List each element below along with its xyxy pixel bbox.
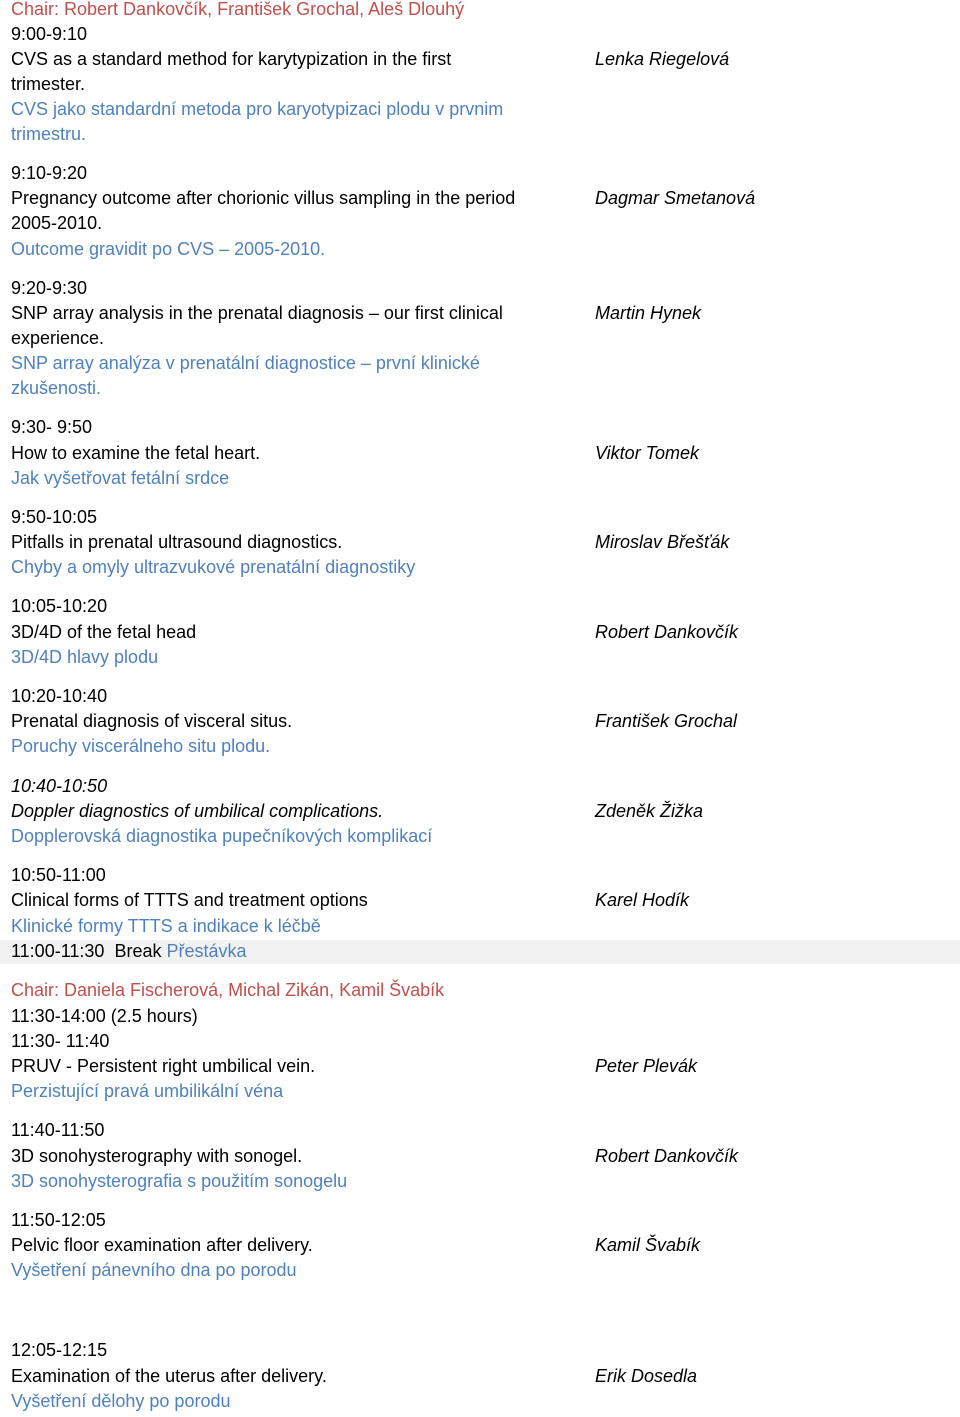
talk-time: 11:30- 11:40 [11, 1031, 110, 1051]
talk-title-cz: CVS jako standardní metoda pro karyotypizaci plodu v prvnim [11, 99, 504, 119]
break-time: 11:00-11:30 [11, 941, 105, 961]
talk-title-en: SNP array analysis in the prenatal diagnosis – our first clinical [11, 303, 503, 323]
talk-title-en: Pregnancy outcome after chorionic villus sampling in the period [11, 188, 516, 208]
break-label-cz: Přestávka [166, 941, 247, 961]
talk-time: 10:20-10:40 [11, 686, 108, 706]
talk-speaker: Erik Dosedla [595, 1366, 698, 1386]
talk-title-en: trimester. [11, 74, 86, 94]
talk-speaker: Miroslav Břešťák [595, 532, 730, 552]
talk-time: 11:50-12:05 [11, 1210, 106, 1230]
talk-time: 9:30- 9:50 [11, 417, 93, 437]
break-row [11, 939, 247, 964]
talk-title-en: Pelvic floor examination after delivery. [11, 1235, 313, 1255]
break-label-en: Break [114, 941, 162, 961]
talk-speaker: Zdeněk Žižka [595, 801, 704, 821]
talk-title-cz: Perzistující pravá umbilikální véna [11, 1081, 284, 1101]
talk-time: 9:10-9:20 [11, 163, 88, 183]
talk-title-cz: 3D/4D hlavy plodu [11, 647, 159, 667]
talk-title-en: experience. [11, 328, 105, 348]
talk-title-cz: Chyby a omyly ultrazvukové prenatální diagnostiky [11, 557, 416, 577]
talk-speaker: František Grochal [595, 711, 738, 731]
talk-title-en: Doppler diagnostics of umbilical complications. [11, 801, 384, 821]
talk-title-cz: trimestru. [11, 124, 87, 144]
talk-time: 9:50-10:05 [11, 507, 98, 527]
talk-time: 10:50-11:00 [11, 865, 106, 885]
talk-title-en: 3D sonohysterography with sonogel. [11, 1146, 303, 1166]
talk-title-en: CVS as a standard method for karytypization in the first [11, 49, 452, 69]
chair-heading-1: Chair: Robert Dankovčík, František Grochal, Aleš Dlouhý [11, 0, 465, 19]
talk-title-cz: Klinické formy TTTS a indikace k léčbě [11, 916, 321, 936]
talk-time: 12:05-12:15 [11, 1340, 108, 1360]
talk-title-cz: zkušenosti. [11, 378, 102, 398]
talk-speaker: Lenka Riegelová [595, 49, 730, 69]
talk-speaker: Peter Plevák [595, 1056, 698, 1076]
talk-title-en: Prenatal diagnosis of visceral situs. [11, 711, 293, 731]
talk-time: 9:20-9:30 [11, 278, 88, 298]
talk-title-cz: Outcome gravidit po CVS – 2005-2010. [11, 239, 326, 259]
talk-title-cz: Poruchy viscerálneho situ plodu. [11, 736, 271, 756]
talk-time: 9:00-9:10 [11, 24, 88, 44]
talk-title-en: Clinical forms of TTTS and treatment options [11, 890, 368, 910]
talk-speaker: Karel Hodík [595, 890, 690, 910]
talk-time: 10:05-10:20 [11, 596, 108, 616]
talk-speaker: Viktor Tomek [595, 443, 700, 463]
talk-title-en: 3D/4D of the fetal head [11, 622, 197, 642]
talk-speaker: Martin Hynek [595, 303, 702, 323]
talk-title-cz: Vyšetření pánevního dna po porodu [11, 1260, 297, 1280]
chair-heading-2: Chair: Daniela Fischerová, Michal Zikán, Kamil Švabík [11, 980, 445, 1000]
talk-title-cz: Vyšetření dělohy po porodu [11, 1391, 231, 1411]
talk-title-en: How to examine the fetal heart. [11, 443, 261, 463]
talk-speaker: Robert Dankovčík [595, 1146, 739, 1166]
talk-title-cz: Jak vyšetřovat fetální srdce [11, 468, 230, 488]
talk-speaker: Robert Dankovčík [595, 622, 739, 642]
talk-speaker: Kamil Švabík [595, 1235, 701, 1255]
talk-title-en: Pitfalls in prenatal ultrasound diagnostics. [11, 532, 343, 552]
talk-title-cz: Dopplerovská diagnostika pupečníkových komplikací [11, 826, 433, 846]
talk-time: 10:40-10:50 [11, 776, 108, 796]
talk-title-cz: 3D sonohysterografia s použitím sonogelu [11, 1171, 348, 1191]
talk-title-en: Examination of the uterus after delivery. [11, 1366, 327, 1386]
session-duration: 11:30-14:00 (2.5 hours) [11, 1006, 198, 1026]
talk-title-cz: SNP array analýza v prenatální diagnostice – první klinické [11, 353, 480, 373]
talk-title-en: 2005-2010. [11, 213, 103, 233]
talk-speaker: Dagmar Smetanová [595, 188, 756, 208]
talk-title-en: PRUV - Persistent right umbilical vein. [11, 1056, 316, 1076]
talk-time: 11:40-11:50 [11, 1120, 105, 1140]
